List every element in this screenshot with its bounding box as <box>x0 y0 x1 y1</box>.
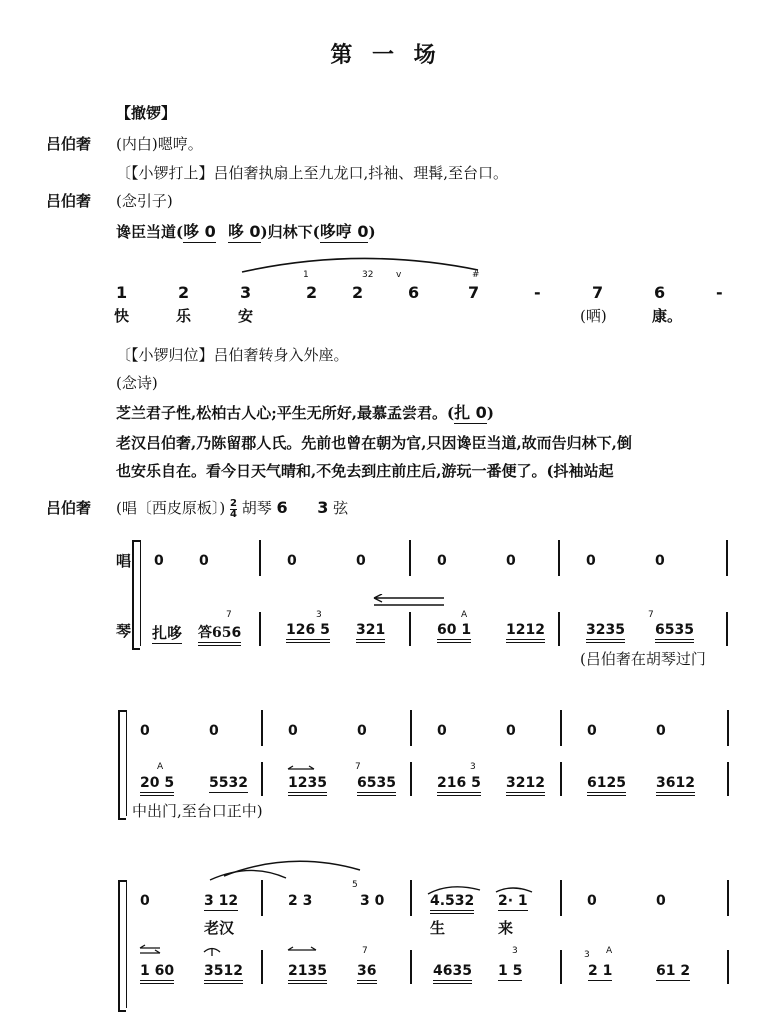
time-signature <box>230 499 237 520</box>
grace-note: 32 <box>362 270 374 280</box>
qin-cell <box>437 775 481 791</box>
lyric: 老汉 <box>204 919 235 937</box>
qin-cell <box>587 775 626 791</box>
qin-cell <box>356 622 385 638</box>
monologue-line: 也安乐自在。看今日天气晴和,不免去到庄前庄后,游玩一番便了。(抖袖站起 <box>116 462 614 480</box>
percussion-syllable: 哆哼 0 <box>319 222 369 241</box>
dialogue-line: (内白)嗯哼。 <box>116 135 203 153</box>
rest: 0 <box>656 723 666 739</box>
barline <box>261 710 263 746</box>
fermata: A <box>157 762 164 772</box>
ornament-mark: # <box>472 270 480 280</box>
rest: 0 <box>506 553 516 569</box>
grace-note: 3 <box>512 946 518 956</box>
grace-note: 7 <box>226 610 232 620</box>
recitation-text: )归林下( <box>260 223 320 241</box>
rest: 0 <box>209 723 219 739</box>
qin-notes: 3235 <box>586 622 625 643</box>
percussion-text: 扎哆 <box>152 624 183 642</box>
system-bracket <box>118 880 126 1012</box>
stage-direction: 中出门,至台口正中) <box>132 802 263 820</box>
barline <box>259 540 261 576</box>
qin-cell <box>506 775 545 791</box>
qin-cell <box>656 775 695 791</box>
percussion-syllable: 哆 0 <box>183 222 216 241</box>
note: 3 <box>240 283 252 302</box>
barline <box>259 612 261 646</box>
rest: 0 <box>587 723 597 739</box>
rest: 0 <box>506 723 516 739</box>
qin-notes: 126 5 <box>286 622 330 643</box>
stage-direction: (吕伯奢在胡琴过门 <box>580 650 706 668</box>
rest: 0 <box>288 723 298 739</box>
bowing-arrows <box>138 944 338 958</box>
qin-notes: 4635 <box>433 963 472 984</box>
barline <box>560 710 562 746</box>
dash: - <box>716 283 723 302</box>
percussion-syllable: 扎 0 <box>454 403 487 422</box>
system-bracket-line <box>140 540 141 646</box>
recitation-line <box>116 219 376 242</box>
barline <box>727 880 729 916</box>
poem-line <box>116 400 494 423</box>
qin-cell <box>286 622 330 638</box>
qin-cell <box>586 622 625 638</box>
note: 7 <box>592 283 604 302</box>
qin-notes: 2135 <box>288 963 327 984</box>
system-bracket <box>132 540 140 650</box>
qin-notes: 321 <box>356 622 385 643</box>
qin-cell <box>656 963 690 979</box>
time-sig-top: 2 <box>230 497 237 509</box>
qin-cell <box>437 622 471 638</box>
voice-notes-text: 2· 1 <box>498 893 528 909</box>
voice-notes <box>430 893 474 909</box>
qin-notes: 1235 <box>288 775 327 796</box>
system-bracket <box>118 710 126 820</box>
tuning-note: 3 <box>317 498 329 517</box>
qin-cell <box>498 963 522 979</box>
barline <box>560 762 562 796</box>
poem-text: ) <box>486 404 494 422</box>
qin-cell <box>506 622 545 638</box>
rest: 0 <box>437 553 447 569</box>
qin-cell <box>288 963 327 979</box>
qin-notes: 60 1 <box>437 622 471 643</box>
recitation-text: ) <box>368 223 376 241</box>
lyric: 生 <box>430 919 446 937</box>
qin-notes: 3612 <box>656 775 695 796</box>
qin-notes: 1 5 <box>498 963 523 979</box>
time-sig-bottom: 4 <box>230 508 237 520</box>
lyric: 康。 <box>652 307 683 325</box>
grace-note: 3 <box>316 610 322 620</box>
speaker-name: 吕伯奢 <box>46 135 92 153</box>
grace-note: 7 <box>648 610 654 620</box>
barline <box>410 710 412 746</box>
qin-notes: 6535 <box>655 622 694 643</box>
voice-notes: 3 0 <box>360 893 385 909</box>
recitation-text: 谗臣当道( <box>116 223 184 241</box>
speaker-name: 吕伯奢 <box>46 499 92 517</box>
qin-cell <box>433 963 472 979</box>
qin-notes: 答656 <box>198 625 241 646</box>
qin-notes: 1 60 <box>140 963 174 984</box>
barline <box>727 950 729 984</box>
rest: 0 <box>587 893 597 909</box>
note: 6 <box>654 283 666 302</box>
stage-cue: 【撤锣】 <box>116 104 177 122</box>
note: 1 <box>116 283 128 302</box>
qin-label: 琴 <box>116 622 132 640</box>
qin-cell <box>198 622 241 642</box>
qin-notes: 216 5 <box>437 775 481 796</box>
qin-notes: 5532 <box>209 775 248 791</box>
barline <box>410 762 412 796</box>
rest: 0 <box>656 893 666 909</box>
voice-notes <box>498 893 528 909</box>
note: 6 <box>408 283 420 302</box>
rest: 0 <box>140 893 150 909</box>
grace-note: 3 <box>584 950 590 960</box>
barline <box>409 540 411 576</box>
grace-note: 7 <box>362 946 368 956</box>
qin-cell <box>655 622 694 638</box>
rest: 0 <box>140 723 150 739</box>
rest: 0 <box>356 553 366 569</box>
barline <box>409 612 411 646</box>
barline <box>558 540 560 576</box>
instrument-label: 胡琴 <box>241 499 272 517</box>
rest: 0 <box>437 723 447 739</box>
rest: 0 <box>154 553 164 569</box>
rest: 0 <box>287 553 297 569</box>
voice-notes-text: 4.532 <box>430 893 474 914</box>
breath-mark: v <box>396 270 402 280</box>
rest: 0 <box>655 553 665 569</box>
barline <box>410 880 412 916</box>
bowing-arrow <box>286 764 316 774</box>
note: 2 <box>352 283 364 302</box>
barline <box>560 950 562 984</box>
qin-notes: 3512 <box>204 963 243 984</box>
voice-notes <box>204 893 238 909</box>
barline <box>726 612 728 646</box>
rest: 0 <box>357 723 367 739</box>
rest: 0 <box>199 553 209 569</box>
monologue-line: 老汉吕伯奢,乃陈留郡人氏。先前也曾在朝为官,只因谗臣当道,故而告归林下,倒 <box>116 434 632 452</box>
dash: - <box>534 283 541 302</box>
qin-cell <box>209 775 248 791</box>
qin-notes: 36 <box>357 963 377 984</box>
barline <box>558 612 560 646</box>
qin-cell <box>204 963 243 979</box>
qin-notes: 6125 <box>587 775 626 796</box>
barline <box>727 710 729 746</box>
poem-text: 芝兰君子性,松柏古人心;平生无所好,最慕孟尝君。( <box>116 404 455 422</box>
system-bracket-line <box>126 880 127 1008</box>
fermata: A <box>461 610 468 620</box>
lyric: 来 <box>498 919 514 937</box>
lyric: (哂) <box>580 307 607 325</box>
grace-note: 3 <box>470 762 476 772</box>
qin-cell <box>357 775 396 791</box>
barline <box>261 762 263 796</box>
lyric: 快 <box>114 307 130 325</box>
dialogue-line: (念引子) <box>116 192 173 210</box>
qin-cell <box>588 963 612 979</box>
bowing-arrow <box>370 594 450 610</box>
qin-notes: 20 5 <box>140 775 174 796</box>
dialogue-line: (念诗) <box>116 374 158 392</box>
stage-direction: 〔【小锣归位】吕伯奢转身入外座。 <box>116 346 349 364</box>
qin-notes: 3212 <box>506 775 545 796</box>
qin-cell <box>140 775 174 791</box>
grace-note: 1 <box>303 270 309 280</box>
instrument-label: 弦 <box>333 499 349 517</box>
tuning-note: 6 <box>276 498 288 517</box>
qin-notes: 2 1 <box>588 963 613 979</box>
speaker-name: 吕伯奢 <box>46 192 92 210</box>
aria-intro <box>116 497 348 520</box>
barline <box>726 540 728 576</box>
qin-notes: 6535 <box>357 775 396 796</box>
rest: 0 <box>586 553 596 569</box>
qin-cell <box>357 963 377 979</box>
aria-mode: (唱〔西皮原板〕) <box>116 499 226 517</box>
voice-notes-text: 3 12 <box>204 893 239 909</box>
voice-label: 唱 <box>116 552 132 570</box>
qin-cell <box>140 963 174 979</box>
note: 2 <box>306 283 318 302</box>
lyric: 乐 <box>176 307 192 325</box>
grace-note: 7 <box>355 762 361 772</box>
voice-notes: 2 3 <box>288 893 313 909</box>
lyric: 安 <box>238 307 254 325</box>
barline <box>727 762 729 796</box>
qin-cell <box>288 775 327 791</box>
system-bracket-line <box>126 710 127 816</box>
percussion-syllable <box>152 622 182 643</box>
qin-notes: 61 2 <box>656 963 691 979</box>
fermata: A <box>606 946 613 956</box>
barline <box>560 880 562 916</box>
note: 7 <box>468 283 480 302</box>
note: 2 <box>178 283 190 302</box>
barline <box>410 950 412 984</box>
stage-direction: 〔【小锣打上】吕伯奢执扇上至九龙口,抖袖、理髯,至台口。 <box>116 164 509 182</box>
page-title: 第 一 场 <box>330 42 442 68</box>
percussion-syllable: 哆 0 <box>227 222 261 241</box>
qin-notes: 1212 <box>506 622 545 643</box>
grace-note: 5 <box>352 880 358 890</box>
